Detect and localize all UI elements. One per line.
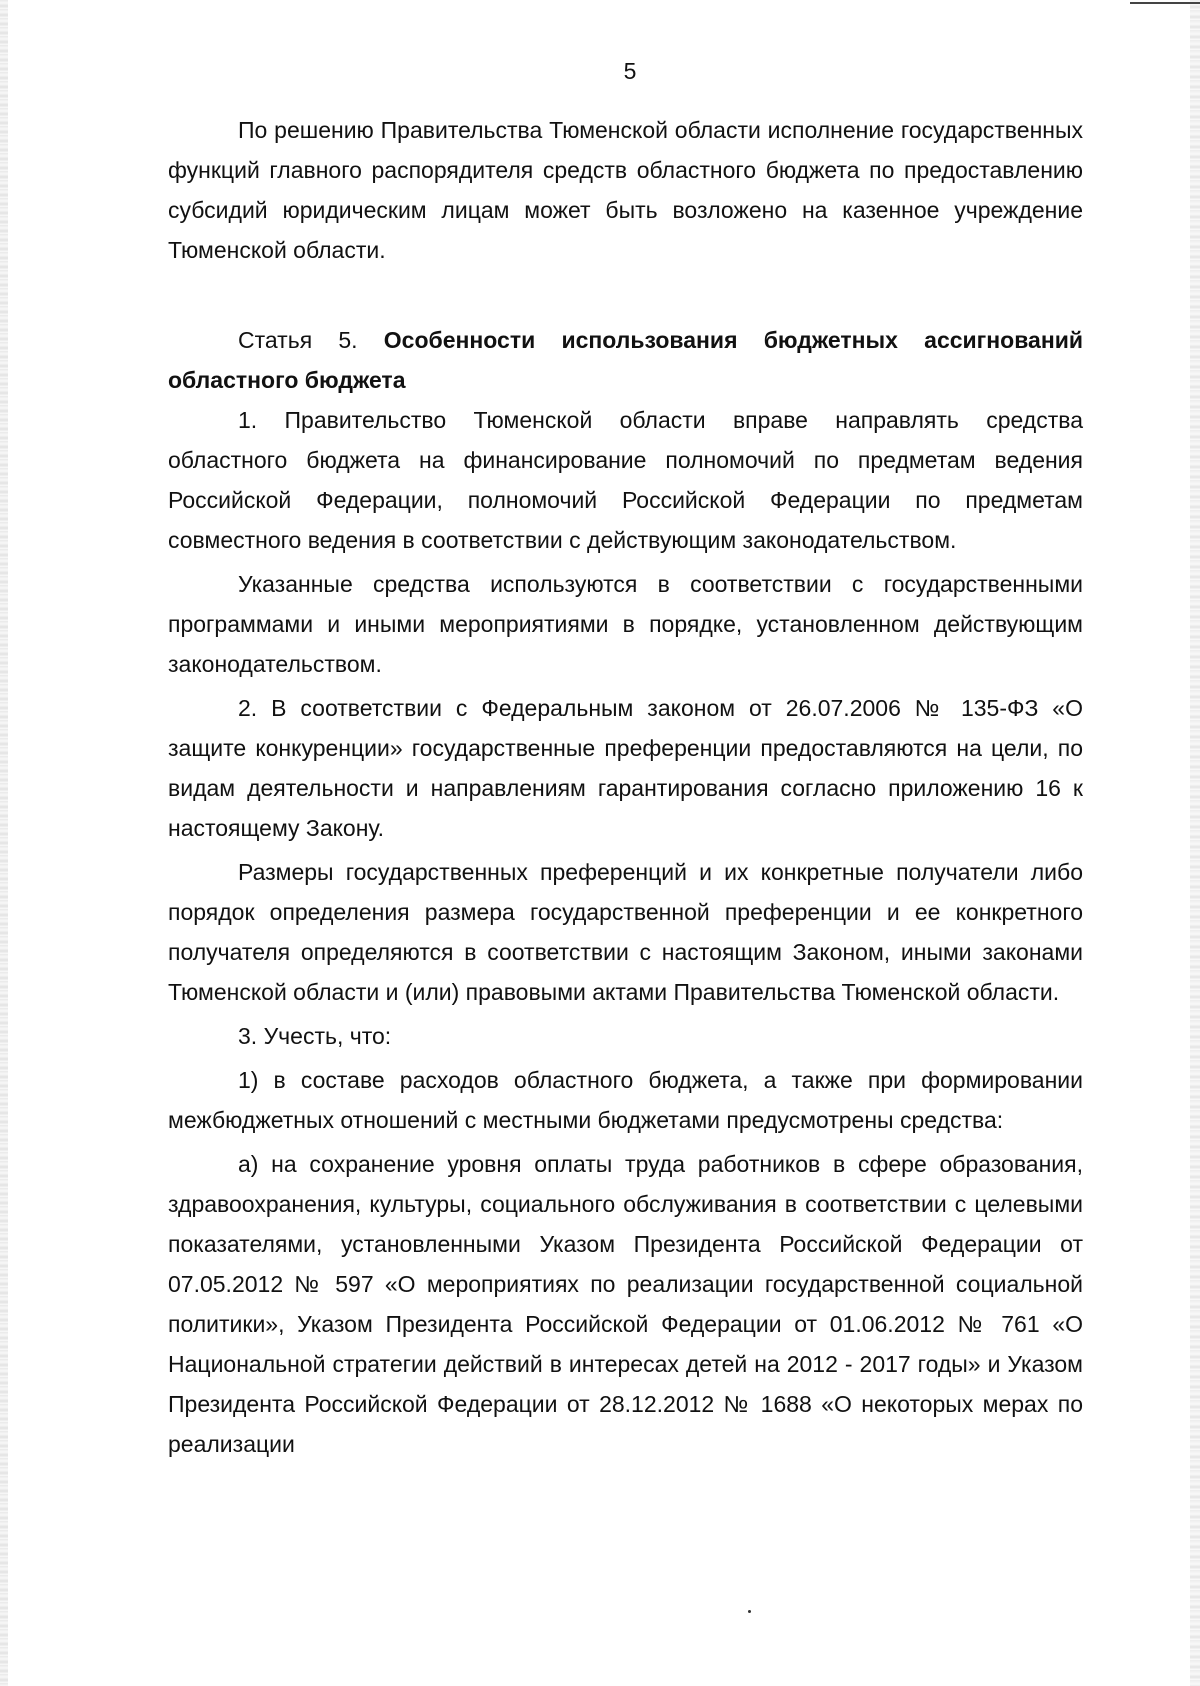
- article-prefix: Статья 5.: [238, 327, 358, 353]
- article-heading: [168, 320, 1083, 400]
- paragraph-5: 3. Учесть, что:: [238, 1023, 392, 1049]
- scan-corner-line: [1130, 2, 1200, 4]
- scan-edge-left: [0, 0, 8, 1686]
- paragraph-3: 2. В соответствии с Федеральным законом от 26.07.2006 № 135-ФЗ «О защите конкуренции» государственные преференции предоставляются на цели, по видам деятельности и направлениям гарантирования согласно приложению 16 к настоящему Закону.: [168, 695, 1083, 841]
- paragraph-6: 1) в составе расходов областного бюджета, а также при формировании межбюджетных отношений с местными бюджетами предусмотрены средства:: [168, 1067, 1083, 1133]
- paragraph-7: а) на сохранение уровня оплаты труда работников в сфере образования, здравоохранения, культуры, социального обслуживания в соответствии с целевыми показателями, установленными Указом Президента Российской Федерации от 07.05.2012 № 597 «О мероприятиях по реализации государственной социальной политики», Указом Президента Российской Федерации от 01.06.2012 № 761 «О Национальной стратегии действий в интересах детей на 2012 - 2017 годы» и Указом Президента Российской Федерации от 28.12.2012 № 1688 «О некоторых мерах по реализации: [168, 1151, 1083, 1457]
- intro-paragraph: По решению Правительства Тюменской области исполнение государственных функций главного распорядителя средств областного бюджета по предоставлению субсидий юридическим лицам может быть возложено на казенное учреждение Тюменской области.: [168, 117, 1083, 263]
- document-body: [168, 110, 1083, 1464]
- paragraph-4: Размеры государственных преференций и их конкретные получатели либо порядок определения размера государственной преференции и ее конкретного получателя определяются в соответствии с настоящим Законом, иными законами Тюменской области и (или) правовыми актами Правительства Тюменской области.: [168, 859, 1083, 1005]
- page-number: 5: [623, 58, 637, 84]
- paragraph-2: Указанные средства используются в соответствии с государственными программами и иными мероприятиями в порядке, установленном действующим законодательством.: [168, 571, 1083, 677]
- scan-edge-right: [1190, 0, 1200, 1686]
- paragraph-1: 1. Правительство Тюменской области вправе направлять средства областного бюджета на финансирование полномочий по предметам ведения Российской Федерации, полномочий Российской Федерации по предметам совместного ведения в соответствии с действующим законодательством.: [168, 407, 1083, 553]
- article-title: Особенности использования бюджетных ассигнований областного бюджета: [168, 327, 1083, 393]
- scan-speck: [748, 1610, 751, 1613]
